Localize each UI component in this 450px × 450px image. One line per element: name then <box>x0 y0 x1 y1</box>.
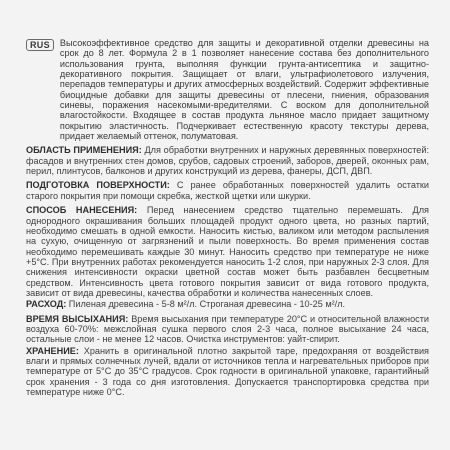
language-badge: RUS <box>26 39 54 51</box>
section-drying-time <box>26 314 429 345</box>
section-consumption <box>26 299 429 309</box>
section-application-area <box>26 145 429 176</box>
section-heading: ПОДГОТОВКА ПОВЕРХНОСТИ: <box>26 180 177 191</box>
section-heading: СПОСОБ НАНЕСЕНИЯ: <box>26 205 147 216</box>
section-text: Для обработки внутренних и наружных деревянных поверхностей: фасадов и внутренних стен домов, срубов, садовых строений, заборов, дверей, оконных рам, перил, плинтусов, балконов и других конструкций из дерева, фанеры, ДСП, ДВП. <box>26 145 430 177</box>
section-text: Время высыхания при температуре 20°С и относительной влажности воздуха 60-70%: межслойная сушка первого слоя 2-3 часа, полное высыхание 24 часа, остальные слои - не менее 12 часов. Очистка инструментов: уайт-спирит. <box>26 313 429 345</box>
intro-text: Высокоэффективное средство для защиты и декоративной отделки древесины на срок до 8 лет. Формула 2 в 1 позволяет нанесение состава без дополнительного использования грунта, выполняя функции грунта-антисептика и защитно-декоративного покрытия. Защищает от влаги, ультрафиолетового излучения, перепадов температуры и других атмосферных воздействий. Содержит эффективные биоцидные добавки для защиты древесины от плесени, гниения, образования синевы, поражения насекомыми-вредителями. С воском для дополнительной влагостойкости. Входящее в состав продукта льняное масло придает защитному покрытию эластичность. Подчеркивает естественную красоту текстуры дерева, придает желаемый оттенок, полуматовая. <box>59 38 429 142</box>
intro-block <box>26 38 429 141</box>
section-heading: ХРАНЕНИЕ: <box>26 345 84 356</box>
section-surface-preparation <box>26 180 429 201</box>
section-heading: ВРЕМЯ ВЫСЫХАНИЯ: <box>26 313 132 324</box>
section-application-method <box>26 205 429 298</box>
section-heading: РАСХОД: <box>26 299 69 310</box>
section-text: С ранее обработанных поверхностей удалить остатки старого покрытия при помощи скребка, жесткой щетки или шкурки. <box>26 180 429 201</box>
section-text: Хранить в оригинальной плотно закрытой таре, предохраняя от воздействия влаги и прямых солнечных лучей, вдали от источников тепла и нагревательных приборов при температуре от 5°С до 35°С градусов. Срок годности в оригинальной упаковке, гарантийный срок хранения - 3 года со дня изготовления. Допускается транспортировка средства при температуре ниже 0°С. <box>26 345 429 397</box>
section-heading: ОБЛАСТЬ ПРИМЕНЕНИЯ: <box>26 145 145 156</box>
section-storage <box>26 346 429 398</box>
section-text: Пиленая древесина - 5-8 м²/л. Строганая древесина - 10-25 м²/л. <box>68 299 346 310</box>
section-text: Перед нанесением средство тщательно перемешать. Для однородного окрашивания больших площадей продукт одного цвета, но разных партий, необходимо смешать в одной емкости. Наносить кистью, валиком или методом распыления на сухую, очищенную от загрязнений и пыли поверхность. Во время применения состав необходимо перемешивать каждые 30 минут. Наносить средство при температуре не ниже +5°С. При внутренних работах рекомендуется наносить 1-2 слоя, при наружных 2-3 слоя. Для снижения интенсивности окраски цветной состав может быть разбавлен бесцветным средством. Интенсивность цвета готового покрытия зависит от вида готового продукта, зависит от вида древесины, качества обработки и количества нанесенных слоев. <box>26 205 429 298</box>
